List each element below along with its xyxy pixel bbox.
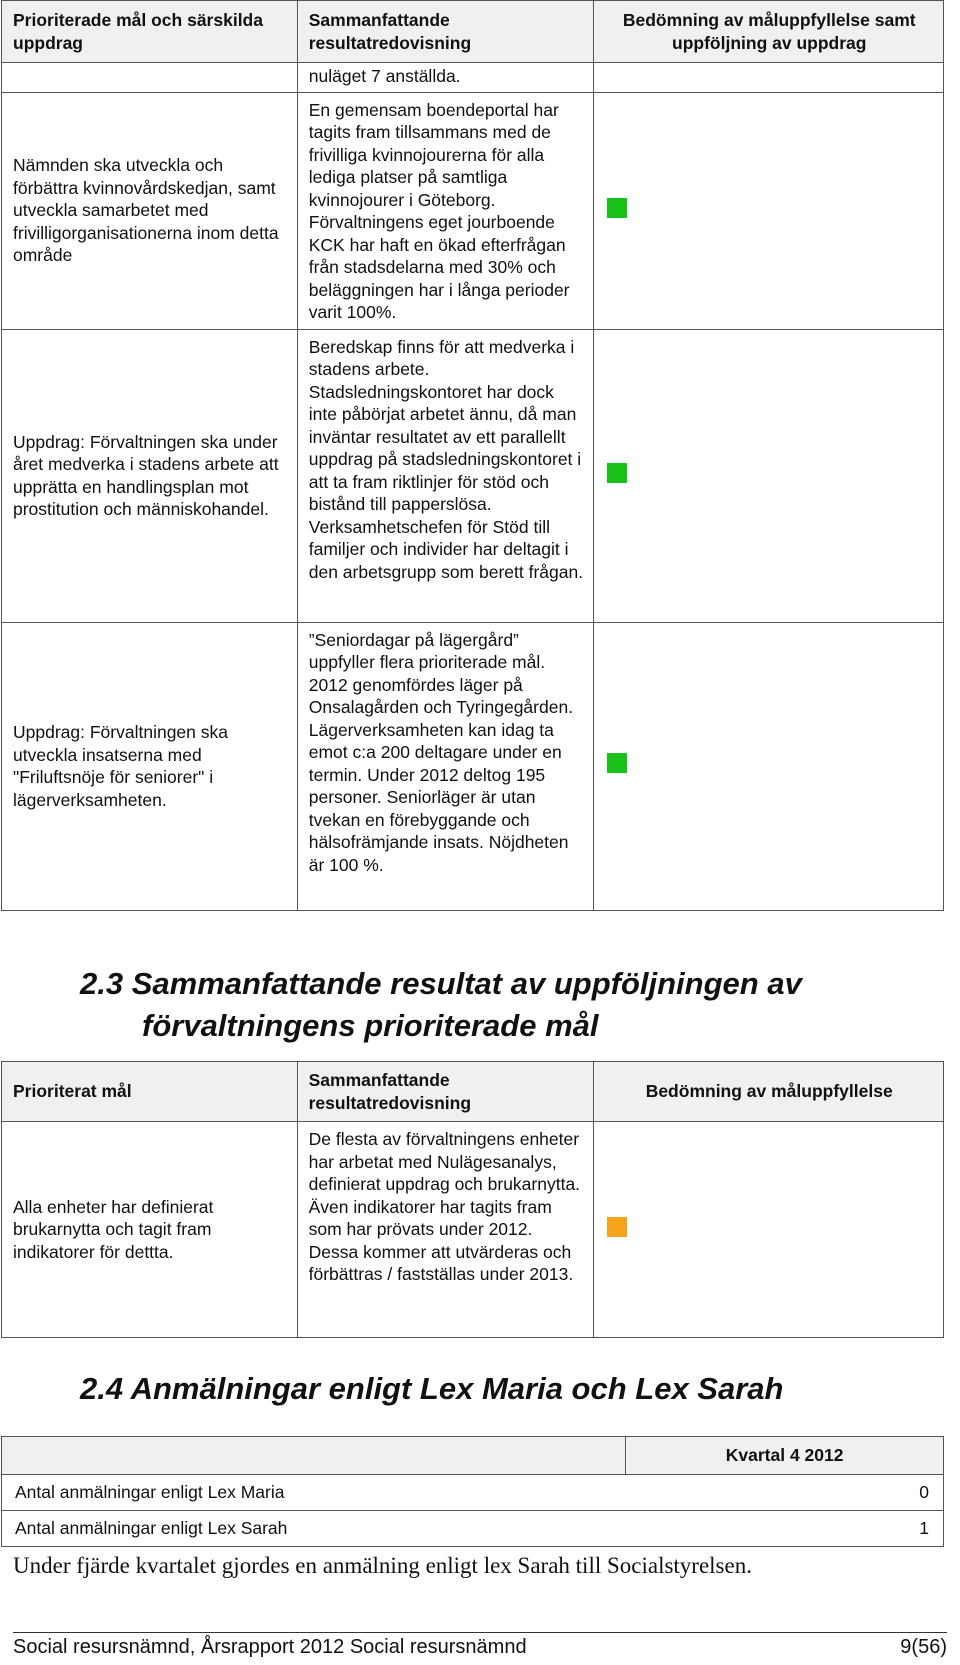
lex-table-header-row bbox=[2, 1437, 944, 1475]
summary-cell: En gemensam boendeportal har tagits fram tillsammans med de frivilliga kvinnojourerna för alla lediga platser på samtliga kvinnojourer i Göteborg. Förvaltningens eget jourboende KCK har haft en ökad efterfrågan från stadsdelarna med 30% och beläggningen har i långa perioder varit 100%. bbox=[297, 92, 594, 329]
section-title: Anmälningar enligt Lex Maria och Lex Sarah bbox=[130, 1371, 784, 1406]
footer-divider bbox=[13, 1632, 947, 1633]
goals-header-assessment: Bedömning av måluppfyllelse samt uppföljning av uppdrag bbox=[594, 1, 944, 63]
table-row bbox=[2, 1475, 944, 1511]
status-cell bbox=[594, 1122, 944, 1338]
status-cell bbox=[594, 63, 944, 93]
result-table bbox=[1, 1061, 944, 1338]
result-header-summary: Sammanfattande resultatredovisning bbox=[297, 1062, 594, 1122]
lex-header-quarter: Kvartal 4 2012 bbox=[626, 1437, 944, 1475]
footer-title: Social resursnämnd, Årsrapport 2012 Social resursnämnd bbox=[13, 1636, 527, 1658]
section-title-line2: förvaltningens prioriterade mål bbox=[142, 1008, 599, 1043]
page-footer bbox=[13, 1636, 947, 1659]
goal-cell bbox=[2, 63, 298, 93]
lex-row-label: Antal anmälningar enligt Lex Maria bbox=[15, 1482, 285, 1502]
section-number: 2.3 bbox=[80, 966, 124, 1001]
summary-cell: De flesta av förvaltningens enheter har arbetat med Nulägesanalys, definierat uppdrag och brukarnytta. Även indikatorer har tagits fram som har prövats under 2012. Dessa kommer att utvärderas och förbättras / fastställas under 2013. bbox=[297, 1122, 594, 1338]
section-heading-2-3 bbox=[80, 963, 802, 1047]
lex-row-value: 0 bbox=[919, 1482, 929, 1502]
goal-cell: Uppdrag: Förvaltningen ska utveckla insatserna med "Friluftsnöje för seniorer" i lägerverksamheten. bbox=[2, 622, 298, 910]
table-row bbox=[2, 92, 944, 329]
status-orange-square-icon bbox=[607, 1217, 627, 1237]
goals-table bbox=[1, 0, 944, 911]
goals-header-goal: Prioriterade mål och särskilda uppdrag bbox=[2, 1, 298, 63]
goals-table-header-row bbox=[2, 1, 944, 63]
lex-table bbox=[1, 1436, 944, 1547]
lex-header-blank bbox=[2, 1437, 626, 1475]
table-row bbox=[2, 329, 944, 622]
table-row bbox=[2, 622, 944, 910]
result-header-goal: Prioriterat mål bbox=[2, 1062, 298, 1122]
status-cell bbox=[594, 92, 944, 329]
goal-cell: Nämnden ska utveckla och förbättra kvinnovårdskedjan, samt utveckla samarbetet med frivilligorganisationerna inom detta område bbox=[2, 92, 298, 329]
result-table-header-row bbox=[2, 1062, 944, 1122]
lex-note: Under fjärde kvartalet gjordes en anmälning enligt lex Sarah till Socialstyrelsen. bbox=[13, 1553, 752, 1578]
lex-row-value: 1 bbox=[919, 1518, 929, 1538]
status-green-square-icon bbox=[607, 753, 627, 773]
section-heading-2-4 bbox=[80, 1368, 783, 1410]
status-cell bbox=[594, 329, 944, 622]
summary-cell: Beredskap finns för att medverka i stadens arbete. Stadsledningskontoret har dock inte påbörjat arbetet ännu, då man inväntar resultatet av ett parallellt uppdrag på stadsledningskontoret i att ta fram riktlinjer för stöd och bistånd till papperslösa. Verksamhetschefen för Stöd till familjer och individer har deltagit i den arbetsgrupp som berett frågan. bbox=[297, 329, 594, 622]
table-row bbox=[2, 1511, 944, 1547]
status-green-square-icon bbox=[607, 198, 627, 218]
goal-cell: Uppdrag: Förvaltningen ska under året medverka i stadens arbete att upprätta en handlingsplan mot prostitution och människohandel. bbox=[2, 329, 298, 622]
lex-row-label: Antal anmälningar enligt Lex Sarah bbox=[15, 1518, 288, 1538]
summary-cell: nuläget 7 anställda. bbox=[297, 63, 594, 93]
status-cell bbox=[594, 622, 944, 910]
summary-cell: ”Seniordagar på lägergård” uppfyller flera prioriterade mål. 2012 genomfördes läger på Onsalagården och Tyringegården. Lägerverksamheten kan idag ta emot c:a 200 deltagare under en termin. Under 2012 deltog 195 personer. Seniorläger är utan tvekan en förebyggande och hälsofrämjande insats. Nöjdheten är 100 %. bbox=[297, 622, 594, 910]
status-green-square-icon bbox=[607, 463, 627, 483]
result-header-assessment: Bedömning av måluppfyllelse bbox=[594, 1062, 944, 1122]
goal-cell: Alla enheter har definierat brukarnytta och tagit fram indikatorer för dettta. bbox=[2, 1122, 298, 1338]
section-title: Sammanfattande resultat av uppföljningen av bbox=[131, 966, 802, 1001]
page-number: 9(56) bbox=[900, 1636, 947, 1658]
goals-header-summary: Sammanfattande resultatredovisning bbox=[297, 1, 594, 63]
table-row bbox=[2, 63, 944, 93]
section-number: 2.4 bbox=[80, 1371, 124, 1406]
table-row bbox=[2, 1122, 944, 1338]
